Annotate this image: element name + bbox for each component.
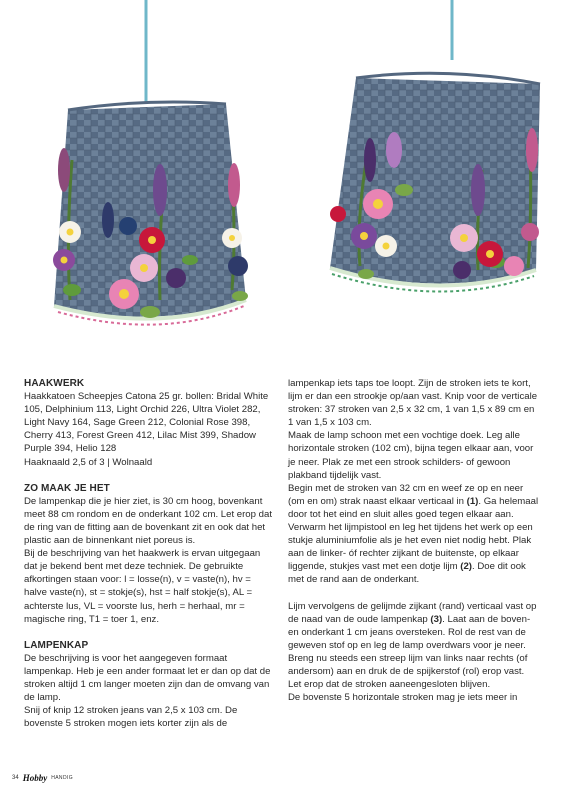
lampenkap-text: De beschrijving is voor het aangegeven formaat lampenkap. Heb je een ander formaat let er dan op dat de stroken altijd 1 cm langer moeten zijn dan de omvang van de lamp. — [24, 652, 271, 704]
dimensions-text: De lampenkap die je hier ziet, is 30 cm hoog, bovenkant meet 88 cm rondom en de onderkant 102 cm. Let erop dat de ring van de fitting aan de bovenkant zit en ook dat het plastic aan de binnenkant niet poreus is. — [24, 495, 272, 547]
cleaning-text: Maak de lamp schoon met een vochtige doek. Leg alle horizontale stroken (102 cm), bijna tegen elkaar aan, voor je neer. Plak ze met een strook schilders- of gewoon plakband tijdelijk vast. — [288, 430, 534, 481]
step-ref-2: (2) — [460, 561, 472, 573]
top-strips-text: De bovenste 5 horizontale stroken mag je iets meer in — [288, 692, 518, 704]
page-number: 34 — [12, 775, 19, 781]
hobby-logo: Hobby — [22, 773, 48, 783]
page-footer — [12, 773, 73, 783]
text-column-left — [24, 377, 272, 730]
step-ref-3: (3) — [430, 613, 443, 625]
glue-strip-text: Breng nu steeds een streep lijm van links naar rechts (of andersom) aan en druk de de spijkerstof (rol) erop vast. Let erop dat de stroken aaneengesloten blijven. — [288, 652, 528, 691]
lampshade-photo — [0, 0, 566, 360]
watermark: PassionForum.ru — [479, 779, 556, 790]
logo-subtitle: HANDIG — [51, 775, 74, 781]
lamp-right — [330, 73, 540, 291]
heading-zo-maak-je-het: ZO MAAK JE HET — [24, 482, 110, 494]
gluing-text: Lijm vervolgens de gelijmde zijkant (rand) verticaal vast op de naad van de oude lampenkap (3). Laat aan de boven- en onderkant 1 cm jeans oversteken. Rol de rest van de geweven stof op en leg de lamp overdwars voor je neer. — [288, 600, 537, 651]
abbreviations-text: Bij de beschrijving van het haakwerk is ervan uitgegaan dat je bekend bent met deze techniek. De gebruikte afkortingen staan voor: l = losse(n), v = vaste(n), hv = halve vaste(n), st = stokje(s), hst = half stokje(s), AL = achterste lus, VL = voorste lus, herh = herhaal, mr = magische ring, T1 = toer 1, enz. — [24, 548, 261, 625]
lamp-left — [53, 102, 248, 325]
step-ref-1: (1) — [466, 495, 479, 507]
hook-text: Haaknaald 2,5 of 3 | Wolnaald — [24, 456, 153, 468]
text-column-right — [288, 377, 540, 704]
strips-continued-text: lampenkap iets taps toe loopt. Zijn de stroken iets te kort, lijm er dan een strookje op/aan vast. Knip voor de verticale stroken: 37 stroken van 2,5 x 32 cm, 1 van 1,5 x 89 cm en 1 van 1,5 x 103 cm. — [288, 378, 538, 429]
heading-lampenkap: LAMPENKAP — [24, 639, 89, 651]
strips-text: Snij of knip 12 stroken jeans van 2,5 x 103 cm. De bovenste 5 stroken mogen iets korter zijn als de — [24, 705, 238, 730]
weaving-text: Begin met de stroken van 32 cm en weef ze op en neer (om en om) strak naast elkaar verticaal in (1). Ga helemaal door tot het eind en sluit alles goed tegen elkaar aan. Verwarm het lijmpistool en leg het tijdens het werk op een stukje aluminiumfolie als je het even niet nodig hebt. Plak aan de linker- óf rechter zijkant de buitenste, op elkaar liggende, stukjes vast met een dotje lijm (2). Doe dit ook met de rand aan de onderkant. — [288, 482, 539, 586]
materials-text: Haakkatoen Scheepjes Catona 25 gr. bollen: Bridal White 105, Delphinium 113, Light Orchid 226, Ultra Violet 282, Light Navy 164, Sage Green 212, Colonial Rose 398, Cherry 413, Forest Green 412, Lilac Mist 399, Shadow Purple 394, Helio 128 — [24, 391, 269, 455]
heading-haakwerk: HAAKWERK — [24, 378, 85, 389]
